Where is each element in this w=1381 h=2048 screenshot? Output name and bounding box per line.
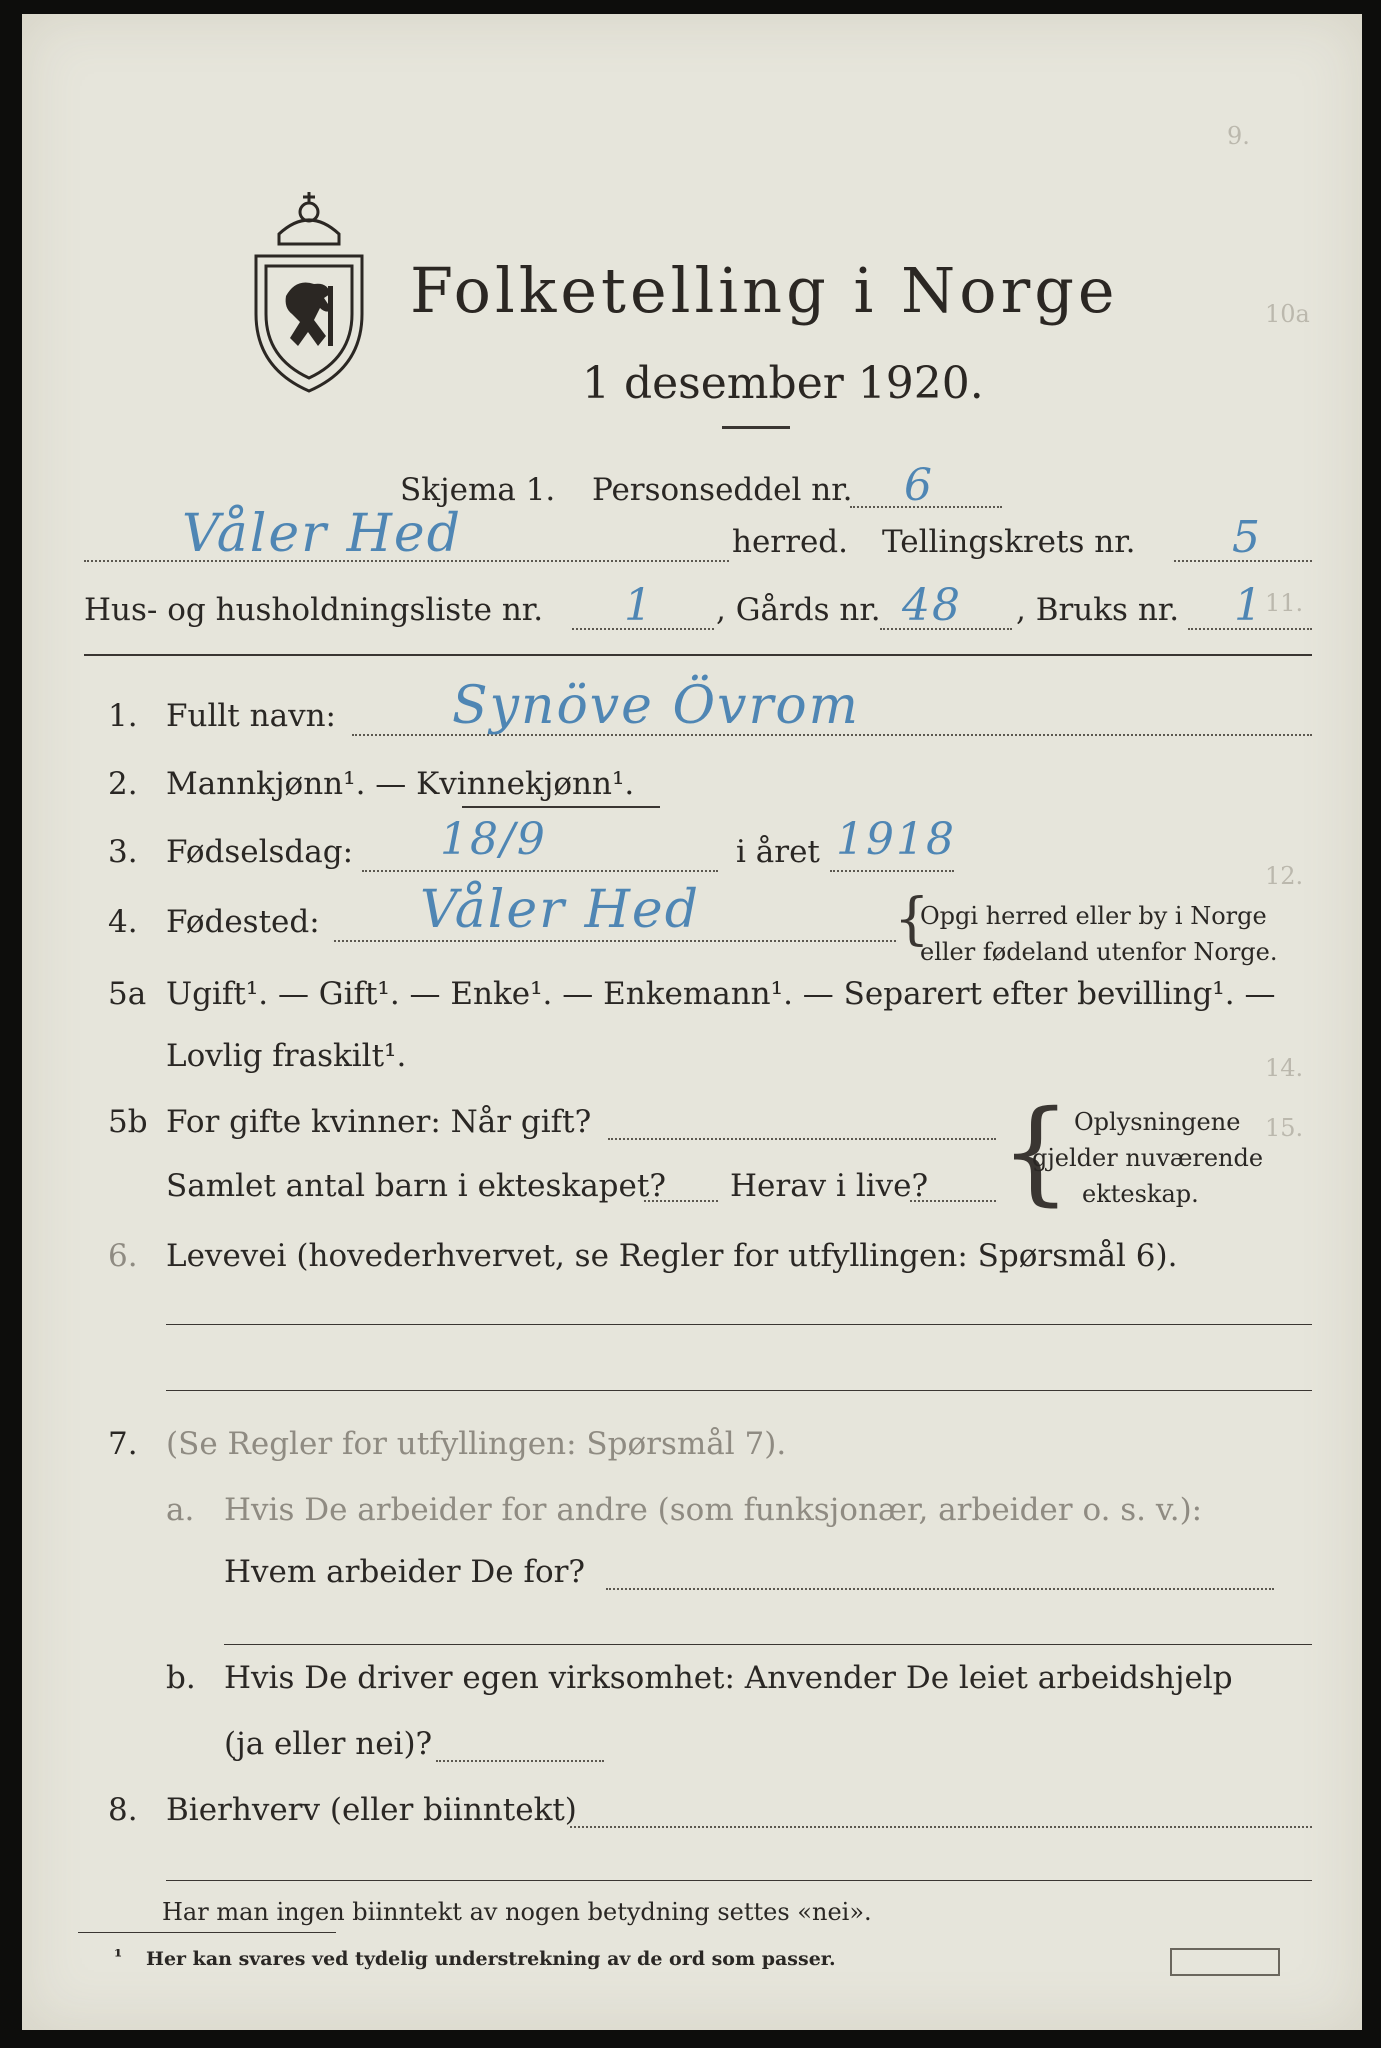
q5b-alive-label: Herav i live? bbox=[730, 1168, 929, 1204]
q3-year-value: 1918 bbox=[836, 814, 956, 865]
form-title: Folketelling i Norge bbox=[410, 254, 1119, 327]
q6-number: 6. bbox=[108, 1238, 138, 1274]
q7b-letter: b. bbox=[166, 1660, 196, 1696]
hus-value: 1 bbox=[624, 580, 654, 631]
q5b-children-field-line bbox=[644, 1200, 718, 1202]
gards-label: , Gårds nr. bbox=[716, 592, 881, 628]
printer-stamp bbox=[1170, 1948, 1280, 1976]
bleed-through-text: 11. bbox=[1265, 589, 1304, 617]
footnote-mark: ¹ bbox=[114, 1946, 123, 1968]
q7a-employer-label: Hvem arbeider De for? bbox=[224, 1554, 586, 1590]
q7b-line1: Hvis De driver egen virksomhet: Anvender De leiet arbeidshjelp bbox=[224, 1660, 1233, 1696]
q5b-note-line2: gjelder nuværende bbox=[1032, 1144, 1264, 1172]
q4-birthplace-value: Våler Hed bbox=[420, 880, 700, 940]
nei-note: Har man ingen biinntekt av nogen betydning settes «nei». bbox=[162, 1898, 872, 1926]
q4-note-line1: Opgi herred eller by i Norge bbox=[920, 902, 1267, 930]
q3-number: 3. bbox=[108, 834, 138, 870]
q5a-number: 5a bbox=[108, 976, 147, 1012]
title-divider bbox=[722, 426, 790, 429]
q5a-marital-options: Ugift¹. — Gift¹. — Enke¹. — Enkemann¹. — Separert efter bevilling¹. — bbox=[166, 976, 1276, 1012]
herred-label: herred. bbox=[732, 524, 848, 560]
q7a-line1: Hvis De arbeider for andre (som funksjonær, arbeider o. s. v.): bbox=[224, 1492, 1203, 1528]
q7-label: (Se Regler for utfyllingen: Spørsmål 7). bbox=[166, 1426, 787, 1462]
q7b-hired-help-field-line bbox=[436, 1760, 604, 1762]
q4-number: 4. bbox=[108, 904, 138, 940]
bleed-through-text: 10a bbox=[1265, 300, 1310, 328]
bruks-label: , Bruks nr. bbox=[1016, 592, 1180, 628]
q5b-number: 5b bbox=[108, 1104, 148, 1140]
q5b-married-field-line bbox=[608, 1138, 996, 1140]
q8-field-line bbox=[570, 1826, 1312, 1828]
q2-number: 2. bbox=[108, 766, 138, 802]
q5b-note-line3: ekteskap. bbox=[1082, 1180, 1199, 1208]
q8-secondary-income-label: Bierhverv (eller biinntekt) bbox=[166, 1792, 577, 1828]
bleed-through-text: 15. bbox=[1265, 1114, 1304, 1142]
hus-label: Hus- og husholdningsliste nr. bbox=[84, 592, 544, 628]
census-form bbox=[22, 14, 1362, 2030]
bleed-through-text: 12. bbox=[1265, 862, 1304, 890]
coat-of-arms-icon bbox=[244, 186, 374, 396]
q5b-alive-field-line bbox=[910, 1200, 996, 1202]
q5b-note-line1: Oplysningene bbox=[1074, 1108, 1241, 1136]
q5b-married-label: For gifte kvinner: Når gift? bbox=[166, 1104, 592, 1140]
q3-field-line bbox=[362, 870, 718, 872]
gards-value: 48 bbox=[902, 580, 962, 631]
bruks-value: 1 bbox=[1234, 580, 1264, 631]
bleed-through-text: 9. bbox=[1227, 122, 1250, 150]
q1-full-name-value: Synöve Övrom bbox=[452, 676, 860, 736]
form-date: 1 desember 1920. bbox=[582, 358, 984, 409]
personseddel-value: 6 bbox=[904, 460, 934, 511]
q7b-hired-help-label: (ja eller nei)? bbox=[224, 1726, 433, 1762]
footnote-text: Her kan svares ved tydelig understrekning av de ord som passer. bbox=[146, 1948, 836, 1970]
q1-label: Fullt navn: bbox=[166, 698, 336, 734]
q4-note-brace: { bbox=[894, 887, 930, 952]
herred-value: Våler Hed bbox=[182, 504, 462, 564]
footnote-rule bbox=[78, 1932, 336, 1933]
q3-label: Fødselsdag: bbox=[166, 834, 354, 870]
q4-label: Fødested: bbox=[166, 904, 320, 940]
bleed-through-text: 14. bbox=[1265, 1054, 1304, 1082]
q2-gender-options: Mannkjønn¹. — Kvinnekjønn¹. bbox=[166, 766, 635, 802]
header-rule bbox=[84, 654, 1312, 656]
q6-occupation-label: Levevei (hovederhvervet, se Regler for utfyllingen: Spørsmål 6). bbox=[166, 1238, 1178, 1274]
q5b-children-label: Samlet antal barn i ekteskapet? bbox=[166, 1168, 666, 1204]
q2-kvinnekjonn-underline bbox=[462, 806, 660, 808]
schema-label: Skjema 1. bbox=[400, 472, 556, 508]
q7a-answer-line bbox=[224, 1644, 1312, 1645]
q7a-employer-field-line bbox=[606, 1588, 1274, 1590]
q8-number: 8. bbox=[108, 1792, 138, 1828]
q6-answer-line-2 bbox=[166, 1390, 1312, 1391]
q8-answer-line bbox=[166, 1880, 1312, 1881]
q4-field-line bbox=[334, 940, 896, 942]
q5a-marital-options-cont: Lovlig fraskilt¹. bbox=[166, 1038, 407, 1074]
q1-number: 1. bbox=[108, 698, 138, 734]
q7-number: 7. bbox=[108, 1426, 138, 1462]
tellingskrets-label: Tellingskrets nr. bbox=[882, 524, 1136, 560]
q6-answer-line-1 bbox=[166, 1324, 1312, 1325]
personseddel-label: Personseddel nr. bbox=[592, 472, 853, 508]
q4-note-line2: eller fødeland utenfor Norge. bbox=[920, 938, 1278, 966]
q5b-note-brace: { bbox=[1000, 1087, 1072, 1217]
q3-year-field-line bbox=[830, 870, 954, 872]
q7a-letter: a. bbox=[166, 1492, 195, 1528]
q3-birthday-value: 18/9 bbox=[440, 814, 547, 865]
q3-year-label: i året bbox=[736, 834, 820, 870]
tellingskrets-value: 5 bbox=[1232, 512, 1262, 563]
